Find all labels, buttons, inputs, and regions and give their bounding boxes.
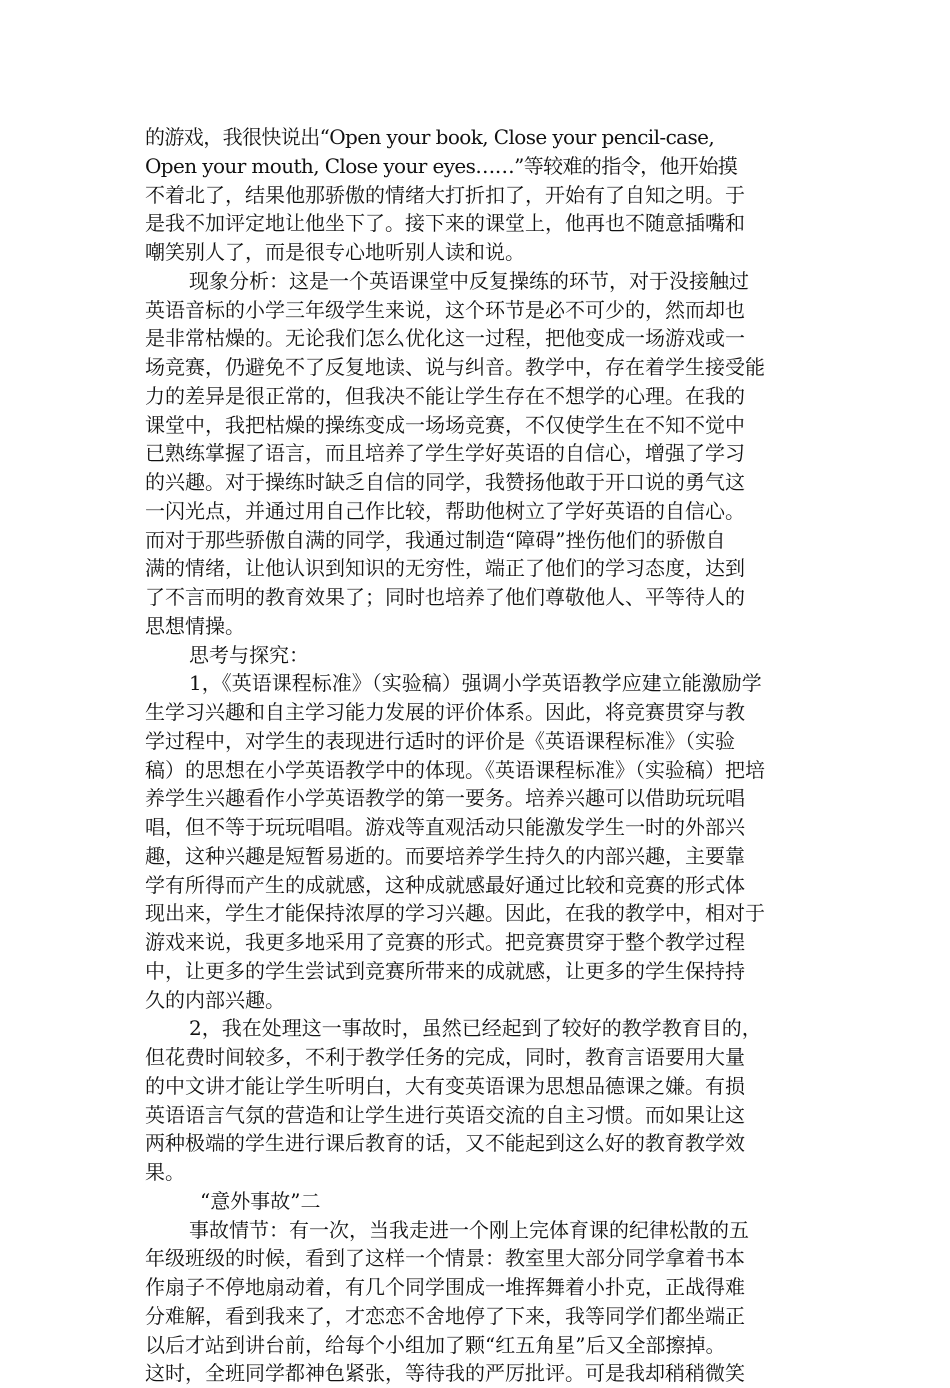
section-heading: “意外事故”二 (200, 1188, 321, 1213)
paragraph-start: 事故情节：有一次，当我走进一个刚上完体育课的纪律松散的五 (189, 1217, 749, 1242)
text-line: 学过程中，对学生的表现进行适时的评价是《英语课程标准》（实验 (145, 728, 735, 753)
text-line: 唱，但不等于玩玩唱唱。游戏等直观活动只能激发学生一时的外部兴 (145, 815, 745, 839)
text-line: 作扇子不停地扇动着，有几个同学围成一堆挥舞着小扑克，正战得难 (145, 1275, 745, 1299)
text-line: 力的差异是很正常的，但我决不能让学生存在不想学的心理。在我的 (145, 383, 745, 408)
text-line: 英语语言气氛的营造和让学生进行英语交流的自主习惯。而如果让这 (145, 1102, 745, 1127)
text-line: 分难解，看到我来了，才恋恋不舍地停了下来，我等同学们都坐端正 (145, 1303, 745, 1328)
text-line: 是非常枯燥的。无论我们怎么优化这一过程，把他变成一场游戏或一 (145, 326, 745, 351)
text-line: 趣，这种兴趣是短暂易逝的。而要培养学生持久的内部兴趣，主要靠 (145, 843, 745, 868)
text-line: 稿）的思想在小学英语教学中的体现。《英语课程标准》（实验稿）把培 (145, 757, 765, 782)
text-line: 以后才站到讲台前，给每个小组加了颗“红五角星”后又全部擦掉。 (145, 1332, 726, 1357)
text-line: 已熟练掌握了语言，而且培养了学生学好英语的自信心，增强了学习 (145, 441, 745, 466)
text-line: 年级班级的时候，看到了这样一个情景：教室里大部分同学拿着书本 (145, 1246, 745, 1271)
text-line: 的游戏，我很快说出“Open your book, Close your pencil-case, (145, 125, 715, 149)
text-line: 学有所得而产生的成就感，这种成就感最好通过比较和竞赛的形式体 (145, 872, 745, 897)
paragraph-start: 现象分析：这是一个英语课堂中反复操练的环节，对于没接触过 (189, 268, 749, 293)
text-line: 满的情绪，让他认识到知识的无穷性，端正了他们的学习态度，达到 (145, 556, 745, 581)
text-line: 现出来，学生才能保持浓厚的学习兴趣。因此，在我的教学中，相对于 (145, 901, 765, 926)
document-body (145, 123, 810, 1388)
text-line: 而对于那些骄傲自满的同学，我通过制造“障碍”挫伤他们的骄傲自 (145, 527, 726, 552)
text-line: 的兴趣。对于操练时缺乏自信的同学，我赞扬他敢于开口说的勇气这 (145, 470, 745, 494)
text-line: Open your mouth, Close your eyes……”等较难的指令，他开始摸 (145, 153, 738, 178)
text-line: 英语音标的小学三年级学生来说，这个环节是必不可少的，然而却也 (145, 297, 745, 322)
paragraph-start: 1，《英语课程标准》（实验稿）强调小学英语教学应建立能激励学 (189, 671, 762, 696)
text-line: 这时，全班同学都神色紧张，等待我的严厉批评。可是我却稍稍微笑 (145, 1361, 745, 1386)
text-line: 一闪光点，并通过用自己作比较，帮助他树立了学好英语的自信心。 (145, 498, 745, 523)
text-line: 了不言而明的教育效果了；同时也培养了他们尊敬他人、平等待人的 (145, 585, 745, 609)
text-line: 课堂中，我把枯燥的操练变成一场场竞赛，不仅使学生在不知不觉中 (145, 412, 745, 437)
text-line: 但花费时间较多，不利于教学任务的完成，同时，教育言语要用大量 (145, 1045, 745, 1069)
text-line: 的中文讲才能让学生听明白，大有变英语课为思想品德课之嫌。有损 (145, 1073, 745, 1098)
text-line: 嘲笑别人了，而是很专心地听别人读和说。 (145, 240, 525, 264)
text-line: 场竞赛，仍避免不了反复地读、说与纠音。教学中，存在着学生接受能 (145, 355, 765, 379)
text-line: 是我不加评定地让他坐下了。接下来的课堂上，他再也不随意插嘴和 (145, 211, 745, 236)
section-heading: 思考与探究： (189, 642, 309, 667)
text-line: 生学习兴趣和自主学习能力发展的评价体系。因此，将竞赛贯穿与教 (145, 700, 745, 724)
paragraph-start: 2，我在处理这一事故时，虽然已经起到了较好的教学教育目的， (189, 1016, 762, 1041)
text-line: 思想情操。 (145, 613, 245, 638)
text-line: 中，让更多的学生尝试到竞赛所带来的成就感，让更多的学生保持持 (145, 958, 745, 983)
text-line: 久的内部兴趣。 (145, 987, 285, 1012)
text-line: 两种极端的学生进行课后教育的话，又不能起到这么好的教育教学效 (145, 1131, 745, 1156)
text-line: 不着北了，结果他那骄傲的情绪大打折扣了，开始有了自知之明。于 (145, 182, 745, 207)
text-line: 游戏来说，我更多地采用了竞赛的形式。把竞赛贯穿于整个教学过程 (145, 930, 745, 954)
text-line: 果。 (145, 1160, 185, 1184)
text-line: 养学生兴趣看作小学英语教学的第一要务。培养兴趣可以借助玩玩唱 (145, 786, 745, 811)
